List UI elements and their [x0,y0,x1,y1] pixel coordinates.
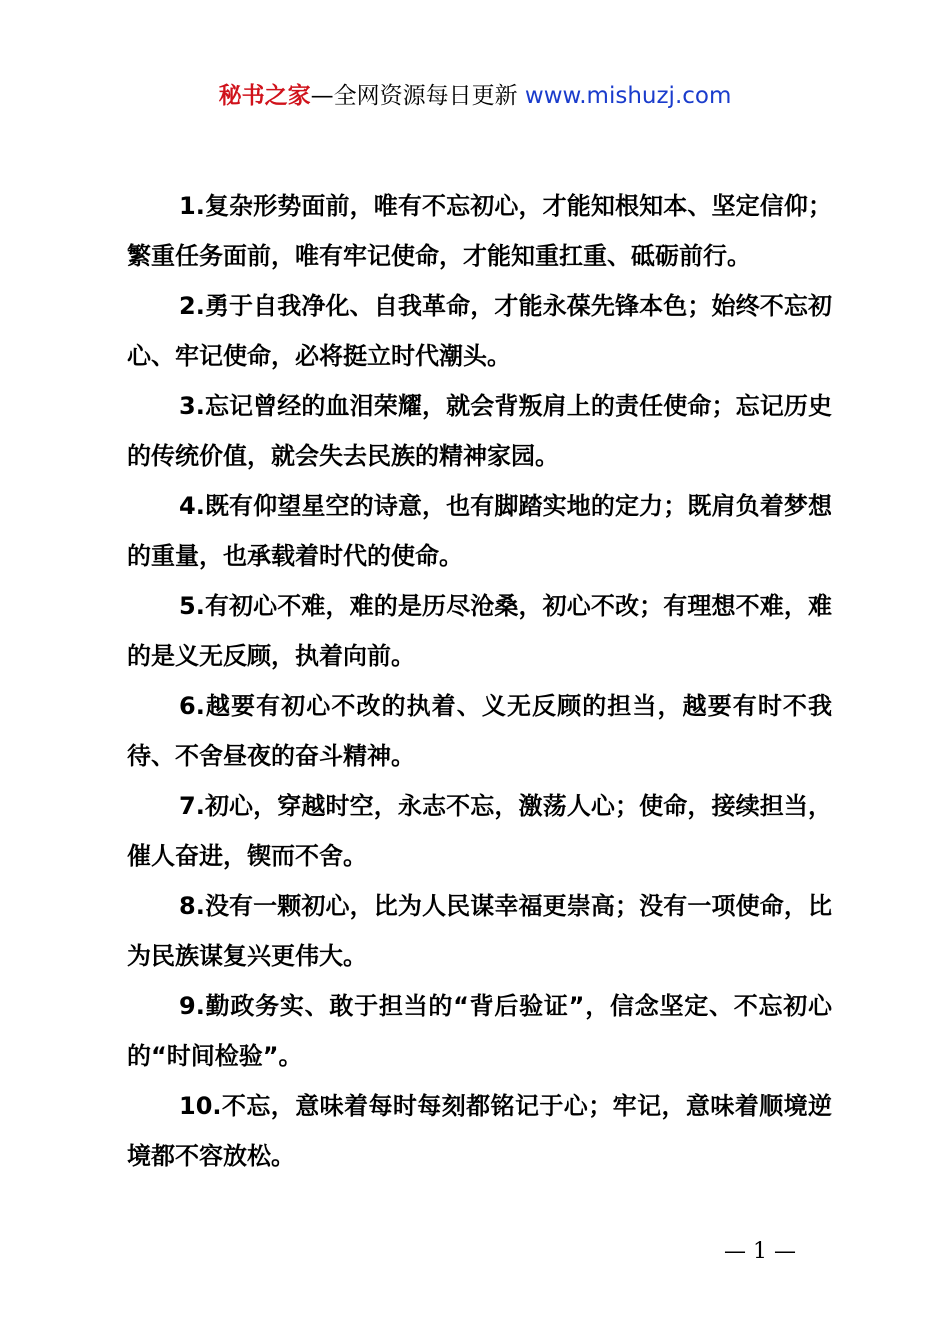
site-url[interactable]: www.mishuzj.com [524,83,732,109]
list-item: 1.复杂形势面前，唯有不忘初心，才能知根知本、坚定信仰；繁重任务面前，唯有牢记使命，才能知重扛重、砥砺前行。 [127,192,832,270]
list-item: 10.不忘，意味着每时每刻都铭记于心；牢记，意味着顺境逆境都不容放松。 [127,1092,832,1170]
list-item: 7.初心，穿越时空，永志不忘，激荡人心；使命，接续担当，催人奋进，锲而不舍。 [127,792,832,870]
site-header [0,80,950,112]
header-tagline: —全网资源每日更新 [310,83,525,109]
list-item: 9.勤政务实、敢于担当的“背后验证”，信念坚定、不忘初心的“时间检验”。 [127,992,832,1070]
list-item: 6.越要有初心不改的执着、义无反顾的担当，越要有时不我待、不舍昼夜的奋斗精神。 [127,692,832,770]
page-number: — 1 — [724,1239,796,1264]
document-body [127,181,832,1181]
list-item: 2.勇于自我净化、自我革命，才能永葆先锋本色；始终不忘初心、牢记使命，必将挺立时代潮头。 [127,292,832,370]
list-item: 8.没有一颗初心，比为人民谋幸福更崇高；没有一项使命，比为民族谋复兴更伟大。 [127,892,832,970]
list-item: 4.既有仰望星空的诗意，也有脚踏实地的定力；既肩负着梦想的重量，也承载着时代的使命。 [127,492,832,570]
brand-name: 秘书之家 [218,83,311,109]
list-item: 3.忘记曾经的血泪荣耀，就会背叛肩上的责任使命；忘记历史的传统价值，就会失去民族的精神家园。 [127,392,832,470]
list-item: 5.有初心不难，难的是历尽沧桑，初心不改；有理想不难，难的是义无反顾，执着向前。 [127,592,832,670]
